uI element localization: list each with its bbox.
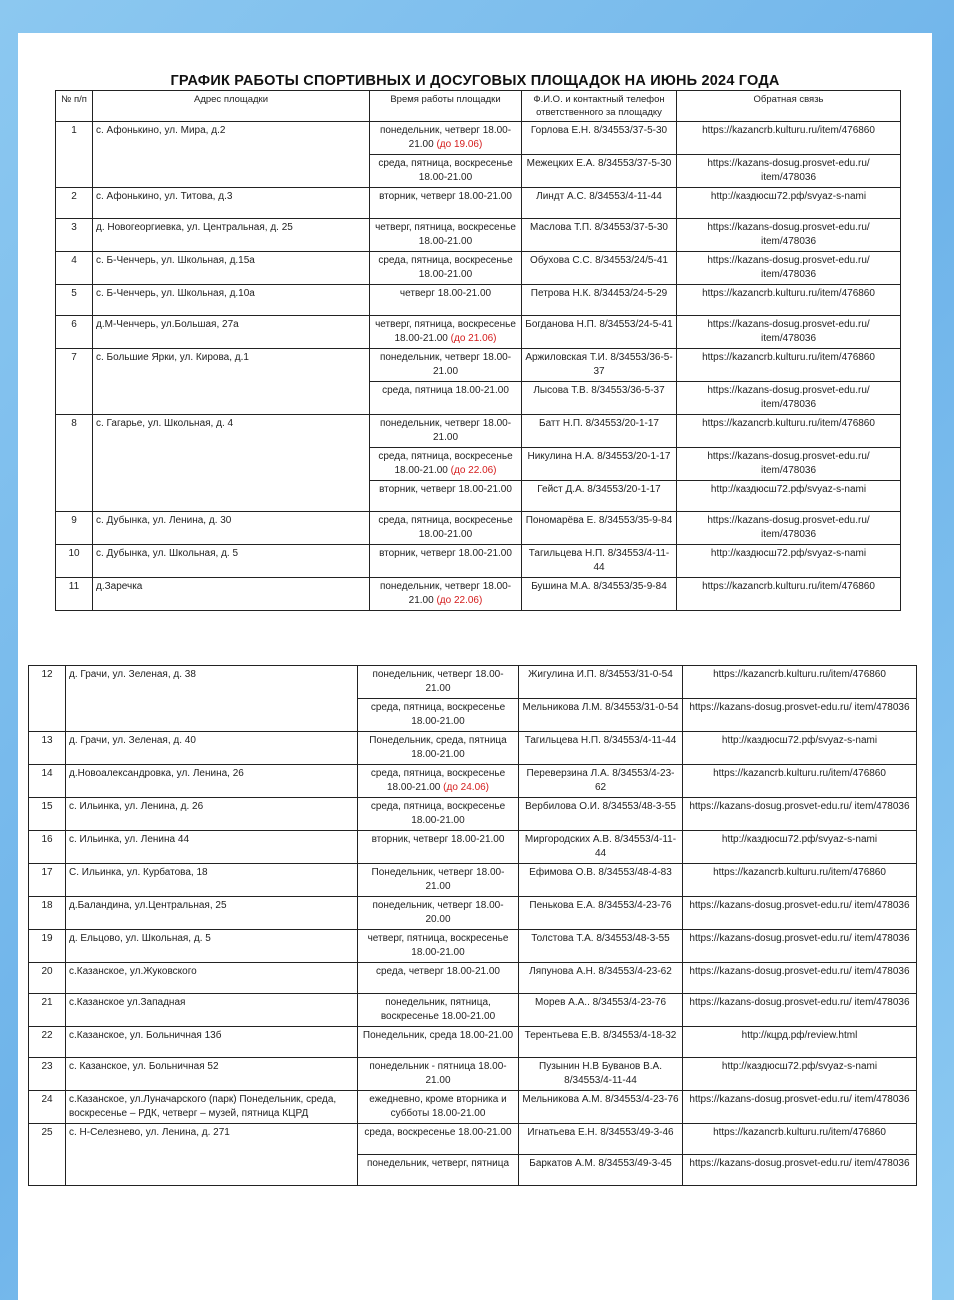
site-address: с. Дубынка, ул. Ленина, д. 30 (93, 512, 370, 545)
responsible-contact: Линдт А.С. 8/34553/4-11-44 (522, 188, 677, 219)
working-hours (370, 219, 522, 252)
working-hours (358, 798, 519, 831)
table-row (29, 963, 917, 994)
working-hours (358, 930, 519, 963)
working-hours-text: понедельник, четверг 18.00-21.00 (379, 581, 512, 606)
working-hours-text: среда, воскресенье 18.00-21.00 (364, 1127, 512, 1138)
feedback-link[interactable]: https://kazans-dosug.prosvet-edu.ru/ item/478036 (677, 316, 901, 349)
working-hours-text: среда, пятница, воскресенье 18.00-21.00 (370, 702, 506, 727)
row-number: 11 (56, 578, 93, 611)
working-hours (370, 382, 522, 415)
feedback-link[interactable]: https://kazans-dosug.prosvet-edu.ru/ item/478036 (677, 219, 901, 252)
site-address: д.Баландина, ул.Центральная, 25 (66, 897, 358, 930)
working-hours-text: вторник, четверг 18.00-21.00 (379, 191, 512, 202)
row-number: 9 (56, 512, 93, 545)
working-hours (370, 512, 522, 545)
responsible-contact: Толстова Т.А. 8/34553/48-3-55 (519, 930, 683, 963)
feedback-link[interactable]: https://kazancrb.kulturu.ru/item/476860 (677, 578, 901, 611)
row-number: 22 (29, 1027, 66, 1058)
site-address: с.Казанское ул.Западная (66, 994, 358, 1027)
working-hours-text: среда, пятница, воскресенье 18.00-21.00 (370, 768, 506, 793)
feedback-link[interactable]: https://kazans-dosug.prosvet-edu.ru/ item/478036 (683, 994, 917, 1027)
feedback-link[interactable]: https://kazans-dosug.prosvet-edu.ru/ item/478036 (677, 252, 901, 285)
row-number: 7 (56, 349, 93, 415)
document-page (18, 33, 932, 1300)
table-row (29, 930, 917, 963)
row-number: 16 (29, 831, 66, 864)
row-number: 2 (56, 188, 93, 219)
feedback-link[interactable]: https://kazans-dosug.prosvet-edu.ru/ item/478036 (683, 897, 917, 930)
working-hours-text: понедельник, четверг 18.00-20.00 (372, 900, 504, 925)
table-row (29, 1027, 917, 1058)
feedback-link[interactable]: https://kazans-dosug.prosvet-edu.ru/ item/478036 (683, 798, 917, 831)
feedback-link[interactable]: https://kazancrb.kulturu.ru/item/476860 (683, 765, 917, 798)
working-hours (370, 545, 522, 578)
table-row (56, 188, 901, 219)
working-hours (370, 481, 522, 512)
table-row (56, 252, 901, 285)
site-address: с. Гагарье, ул. Школьная, д. 4 (93, 415, 370, 512)
working-hours (370, 252, 522, 285)
working-hours (370, 188, 522, 219)
responsible-contact: Петрова Н.К. 8/34453/24-5-29 (522, 285, 677, 316)
row-number: 25 (29, 1124, 66, 1186)
site-address: С. Ильинка, ул. Курбатова, 18 (66, 864, 358, 897)
working-hours (358, 765, 519, 798)
working-hours (358, 699, 519, 732)
row-number: 3 (56, 219, 93, 252)
row-number: 13 (29, 732, 66, 765)
working-hours-text: четверг, пятница, воскресенье 18.00-21.00 (375, 319, 516, 344)
working-hours (358, 831, 519, 864)
table-row (56, 512, 901, 545)
responsible-contact: Вербилова О.И. 8/34553/48-3-55 (519, 798, 683, 831)
table-row (29, 798, 917, 831)
working-hours (370, 448, 522, 481)
working-hours-note: (до 22.06) (436, 595, 483, 606)
working-hours-text: вторник, четверг 18.00-21.00 (379, 548, 512, 559)
working-hours-text: вторник, четверг 18.00-21.00 (371, 834, 505, 845)
responsible-contact: Мельникова А.М. 8/34553/4-23-76 (519, 1091, 683, 1124)
row-number: 14 (29, 765, 66, 798)
table-row (29, 1091, 917, 1124)
feedback-link[interactable]: https://kazans-dosug.prosvet-edu.ru/ item/478036 (677, 382, 901, 415)
responsible-contact: Ляпунова А.Н. 8/34553/4-23-62 (519, 963, 683, 994)
table-row (56, 349, 901, 382)
responsible-contact: Моpев А.А.. 8/34553/4-23-76 (519, 994, 683, 1027)
working-hours (358, 1091, 519, 1124)
row-number: 19 (29, 930, 66, 963)
feedback-link[interactable]: http://каздюсш72.рф/svyaz-s-nami (677, 188, 901, 219)
site-address: с.Казанское, ул.Жуковского (66, 963, 358, 994)
working-hours-text: Понедельник, среда, пятница 18.00-21.00 (369, 735, 507, 760)
table-row (29, 831, 917, 864)
row-number: 17 (29, 864, 66, 897)
site-address: д.Новоалександровка, ул. Ленина, 26 (66, 765, 358, 798)
working-hours (358, 864, 519, 897)
site-address: с.Казанское, ул.Луначарского (парк) Понедельник, среда, воскресенье – РДК, четверг – музей, пятница КЦРД (66, 1091, 358, 1124)
working-hours (370, 578, 522, 611)
header-address: Адрес площадки (93, 91, 370, 122)
working-hours-text: Понедельник, четверг 18.00-21.00 (371, 867, 505, 892)
working-hours-text: понедельник, пятница, воскресенье 18.00-21.00 (380, 997, 496, 1022)
row-number: 18 (29, 897, 66, 930)
table-row (56, 316, 901, 349)
row-number: 6 (56, 316, 93, 349)
table-row (29, 666, 917, 699)
responsible-contact: Игнатьева Е.Н. 8/34553/49-3-46 (519, 1124, 683, 1155)
table-row (56, 578, 901, 611)
feedback-link[interactable]: https://kazans-dosug.prosvet-edu.ru/ item/478036 (683, 930, 917, 963)
responsible-contact: Пономарёва Е. 8/34553/35-9-84 (522, 512, 677, 545)
site-address: с. Б-Ченчерь, ул. Школьная, д.10а (93, 285, 370, 316)
row-number: 8 (56, 415, 93, 512)
feedback-link[interactable]: https://kazans-dosug.prosvet-edu.ru/ item/478036 (683, 699, 917, 732)
table-row (56, 122, 901, 155)
responsible-contact: Горлова Е.Н. 8/34553/37-5-30 (522, 122, 677, 155)
working-hours (358, 994, 519, 1027)
feedback-link[interactable]: https://kazancrb.kulturu.ru/item/476860 (683, 1124, 917, 1155)
responsible-contact: Пенькова Е.А. 8/34553/4-23-76 (519, 897, 683, 930)
feedback-link[interactable]: https://kazancrb.kulturu.ru/item/476860 (677, 349, 901, 382)
feedback-link[interactable]: https://kazancrb.kulturu.ru/item/476860 (683, 666, 917, 699)
site-address: д. Грачи, ул. Зеленая, д. 40 (66, 732, 358, 765)
responsible-contact: Межецких Е.А. 8/34553/37-5-30 (522, 155, 677, 188)
table-row (56, 285, 901, 316)
site-address: с. Афонькино, ул. Титова, д.3 (93, 188, 370, 219)
working-hours-text: понедельник, четверг 18.00-21.00 (379, 352, 512, 377)
working-hours-text: понедельник, четверг 18.00-21.00 (372, 669, 504, 694)
working-hours (358, 1027, 519, 1058)
working-hours-text: понедельник, четверг, пятница (366, 1158, 510, 1169)
responsible-contact: Аржиловская Т.И. 8/34553/36-5-37 (522, 349, 677, 382)
working-hours (370, 415, 522, 448)
feedback-link[interactable]: http://каздюсш72.рф/svyaz-s-nami (683, 1058, 917, 1091)
row-number: 4 (56, 252, 93, 285)
row-number: 12 (29, 666, 66, 732)
working-hours (358, 963, 519, 994)
row-number: 21 (29, 994, 66, 1027)
responsible-contact: Ефимова О.В. 8/34553/48-4-83 (519, 864, 683, 897)
table-row (29, 1058, 917, 1091)
responsible-contact: Богданова Н.П. 8/34553/24-5-41 (522, 316, 677, 349)
responsible-contact: Маслова Т.П. 8/34553/37-5-30 (522, 219, 677, 252)
working-hours-text: ежедневно, кроме вторника и субботы 18.00-21.00 (369, 1094, 507, 1119)
site-address: с. Ильинка, ул. Ленина, д. 26 (66, 798, 358, 831)
working-hours (358, 1058, 519, 1091)
feedback-link[interactable]: http://каздюсш72.рф/svyaz-s-nami (677, 481, 901, 512)
table-row (29, 864, 917, 897)
working-hours (358, 897, 519, 930)
table-row (29, 732, 917, 765)
row-number: 24 (29, 1091, 66, 1124)
working-hours-note: (до 24.06) (443, 782, 490, 793)
working-hours-note: (до 22.06) (450, 465, 497, 476)
working-hours-text: понедельник - пятница 18.00-21.00 (369, 1061, 507, 1086)
working-hours-text: среда, пятница, воскресенье 18.00-21.00 (378, 515, 513, 540)
working-hours-text: Понедельник, среда 18.00-21.00 (362, 1030, 514, 1041)
working-hours (358, 1155, 519, 1186)
working-hours-text: понедельник, четверг 18.00-21.00 (379, 418, 512, 443)
site-address: с. Дубынка, ул. Школьная, д. 5 (93, 545, 370, 578)
feedback-link[interactable]: https://kazans-dosug.prosvet-edu.ru/ item/478036 (683, 1091, 917, 1124)
feedback-link[interactable]: http://каздюсш72.рф/svyaz-s-nami (683, 732, 917, 765)
working-hours-text: среда, пятница, воскресенье 18.00-21.00 (378, 255, 513, 280)
feedback-link[interactable]: http://кцрд.рф/review.html (683, 1027, 917, 1058)
working-hours-text: среда, пятница 18.00-21.00 (382, 385, 509, 396)
feedback-link[interactable]: https://kazans-dosug.prosvet-edu.ru/ item/478036 (683, 1155, 917, 1186)
row-number: 10 (56, 545, 93, 578)
table-row (56, 415, 901, 448)
table-header-row (56, 91, 901, 122)
table-row (56, 219, 901, 252)
feedback-link[interactable]: https://kazancrb.kulturu.ru/item/476860 (677, 415, 901, 448)
feedback-link[interactable]: https://kazancrb.kulturu.ru/item/476860 (677, 122, 901, 155)
working-hours-text: вторник, четверг 18.00-21.00 (379, 484, 512, 495)
feedback-link[interactable]: https://kazans-dosug.prosvet-edu.ru/ item/478036 (677, 448, 901, 481)
responsible-contact: Обухова С.С. 8/34553/24/5-41 (522, 252, 677, 285)
row-number: 1 (56, 122, 93, 188)
responsible-contact: Миргородских А.В. 8/34553/4-11-44 (519, 831, 683, 864)
responsible-contact: Гейст Д.А. 8/34553/20-1-17 (522, 481, 677, 512)
site-address: д. Грачи, ул. Зеленая, д. 38 (66, 666, 358, 732)
working-hours-text: среда, пятница, воскресенье 18.00-21.00 (378, 158, 513, 183)
responsible-contact: Тагильцева Н.П. 8/34553/4-11-44 (522, 545, 677, 578)
feedback-link[interactable]: http://каздюсш72.рф/svyaz-s-nami (683, 831, 917, 864)
responsible-contact: Тагильцева Н.П. 8/34553/4-11-44 (519, 732, 683, 765)
working-hours (370, 316, 522, 349)
site-address: д. Новогеоргиевка, ул. Центральная, д. 25 (93, 219, 370, 252)
site-address: с. Б-Ченчерь, ул. Школьная, д.15а (93, 252, 370, 285)
table-row (29, 897, 917, 930)
responsible-contact: Жигулина И.П. 8/34553/31-0-54 (519, 666, 683, 699)
site-address: с. Афонькино, ул. Мира, д.2 (93, 122, 370, 188)
working-hours (370, 122, 522, 155)
responsible-contact: Никулина Н.А. 8/34553/20-1-17 (522, 448, 677, 481)
header-contact: Ф.И.О. и контактный телефон ответственного за площадку (522, 91, 677, 122)
site-address: с.Казанское, ул. Больничная 13б (66, 1027, 358, 1058)
row-number: 5 (56, 285, 93, 316)
working-hours-text: четверг, пятница, воскресенье 18.00-21.00 (375, 222, 516, 247)
table-row (29, 1124, 917, 1155)
table-row (29, 765, 917, 798)
responsible-contact: Баркатов А.М. 8/34553/49-3-45 (519, 1155, 683, 1186)
responsible-contact: Переверзина Л.А. 8/34553/4-23-62 (519, 765, 683, 798)
document-title: ГРАФИК РАБОТЫ СПОРТИВНЫХ И ДОСУГОВЫХ ПЛОЩАДОК НА ИЮНЬ 2024 ГОДА (170, 73, 780, 89)
feedback-link[interactable]: https://kazans-dosug.prosvet-edu.ru/ item/478036 (677, 512, 901, 545)
working-hours-text: понедельник, четверг 18.00-21.00 (379, 125, 512, 150)
responsible-contact: Пузынин Н.В Буванов В.А. 8/34553/4-11-44 (519, 1058, 683, 1091)
feedback-link[interactable]: http://каздюсш72.рф/svyaz-s-nami (677, 545, 901, 578)
working-hours-text: четверг, пятница, воскресенье 18.00-21.00 (367, 933, 509, 958)
site-address: с. Казанское, ул. Больничная 52 (66, 1058, 358, 1091)
site-address: д.Заречка (93, 578, 370, 611)
responsible-contact: Бушина М.А. 8/34553/35-9-84 (522, 578, 677, 611)
feedback-link[interactable]: https://kazans-dosug.prosvet-edu.ru/ item/478036 (683, 963, 917, 994)
working-hours-text: среда, четверг 18.00-21.00 (375, 966, 500, 977)
working-hours (358, 1124, 519, 1155)
table-row (29, 994, 917, 1027)
header-feedback: Обратная связь (677, 91, 901, 122)
row-number: 20 (29, 963, 66, 994)
site-address: с. Ильинка, ул. Ленина 44 (66, 831, 358, 864)
working-hours-text: четверг 18.00-21.00 (399, 288, 492, 299)
site-address: д. Ельцово, ул. Школьная, д. 5 (66, 930, 358, 963)
working-hours-note: (до 21.06) (450, 333, 497, 344)
row-number: 15 (29, 798, 66, 831)
feedback-link[interactable]: https://kazancrb.kulturu.ru/item/476860 (683, 864, 917, 897)
working-hours (370, 285, 522, 316)
working-hours (358, 732, 519, 765)
responsible-contact: Батт Н.П. 8/34553/20-1-17 (522, 415, 677, 448)
header-num: № п/п (56, 91, 93, 122)
feedback-link[interactable]: https://kazancrb.kulturu.ru/item/476860 (677, 285, 901, 316)
working-hours-text: среда, пятница, воскресенье 18.00-21.00 (370, 801, 506, 826)
row-number: 23 (29, 1058, 66, 1091)
site-address: с. Большие Ярки, ул. Кирова, д.1 (93, 349, 370, 415)
responsible-contact: Лысова Т.В. 8/34553/36-5-37 (522, 382, 677, 415)
working-hours-text: среда, пятница, воскресенье 18.00-21.00 (378, 451, 513, 476)
responsible-contact: Терентьева Е.В. 8/34553/4-18-32 (519, 1027, 683, 1058)
schedule-table-part-2 (28, 665, 917, 1186)
working-hours (370, 349, 522, 382)
working-hours (358, 666, 519, 699)
site-address: с. Н-Селезнево, ул. Ленина, д. 271 (66, 1124, 358, 1186)
table-row (56, 545, 901, 578)
schedule-table-part-1 (55, 90, 901, 611)
responsible-contact: Мельникова Л.М. 8/34553/31-0-54 (519, 699, 683, 732)
header-time: Время работы площадки (370, 91, 522, 122)
feedback-link[interactable]: https://kazans-dosug.prosvet-edu.ru/ item/478036 (677, 155, 901, 188)
working-hours (370, 155, 522, 188)
site-address: д.М-Ченчерь, ул.Большая, 27а (93, 316, 370, 349)
working-hours-note: (до 19.06) (436, 139, 483, 150)
